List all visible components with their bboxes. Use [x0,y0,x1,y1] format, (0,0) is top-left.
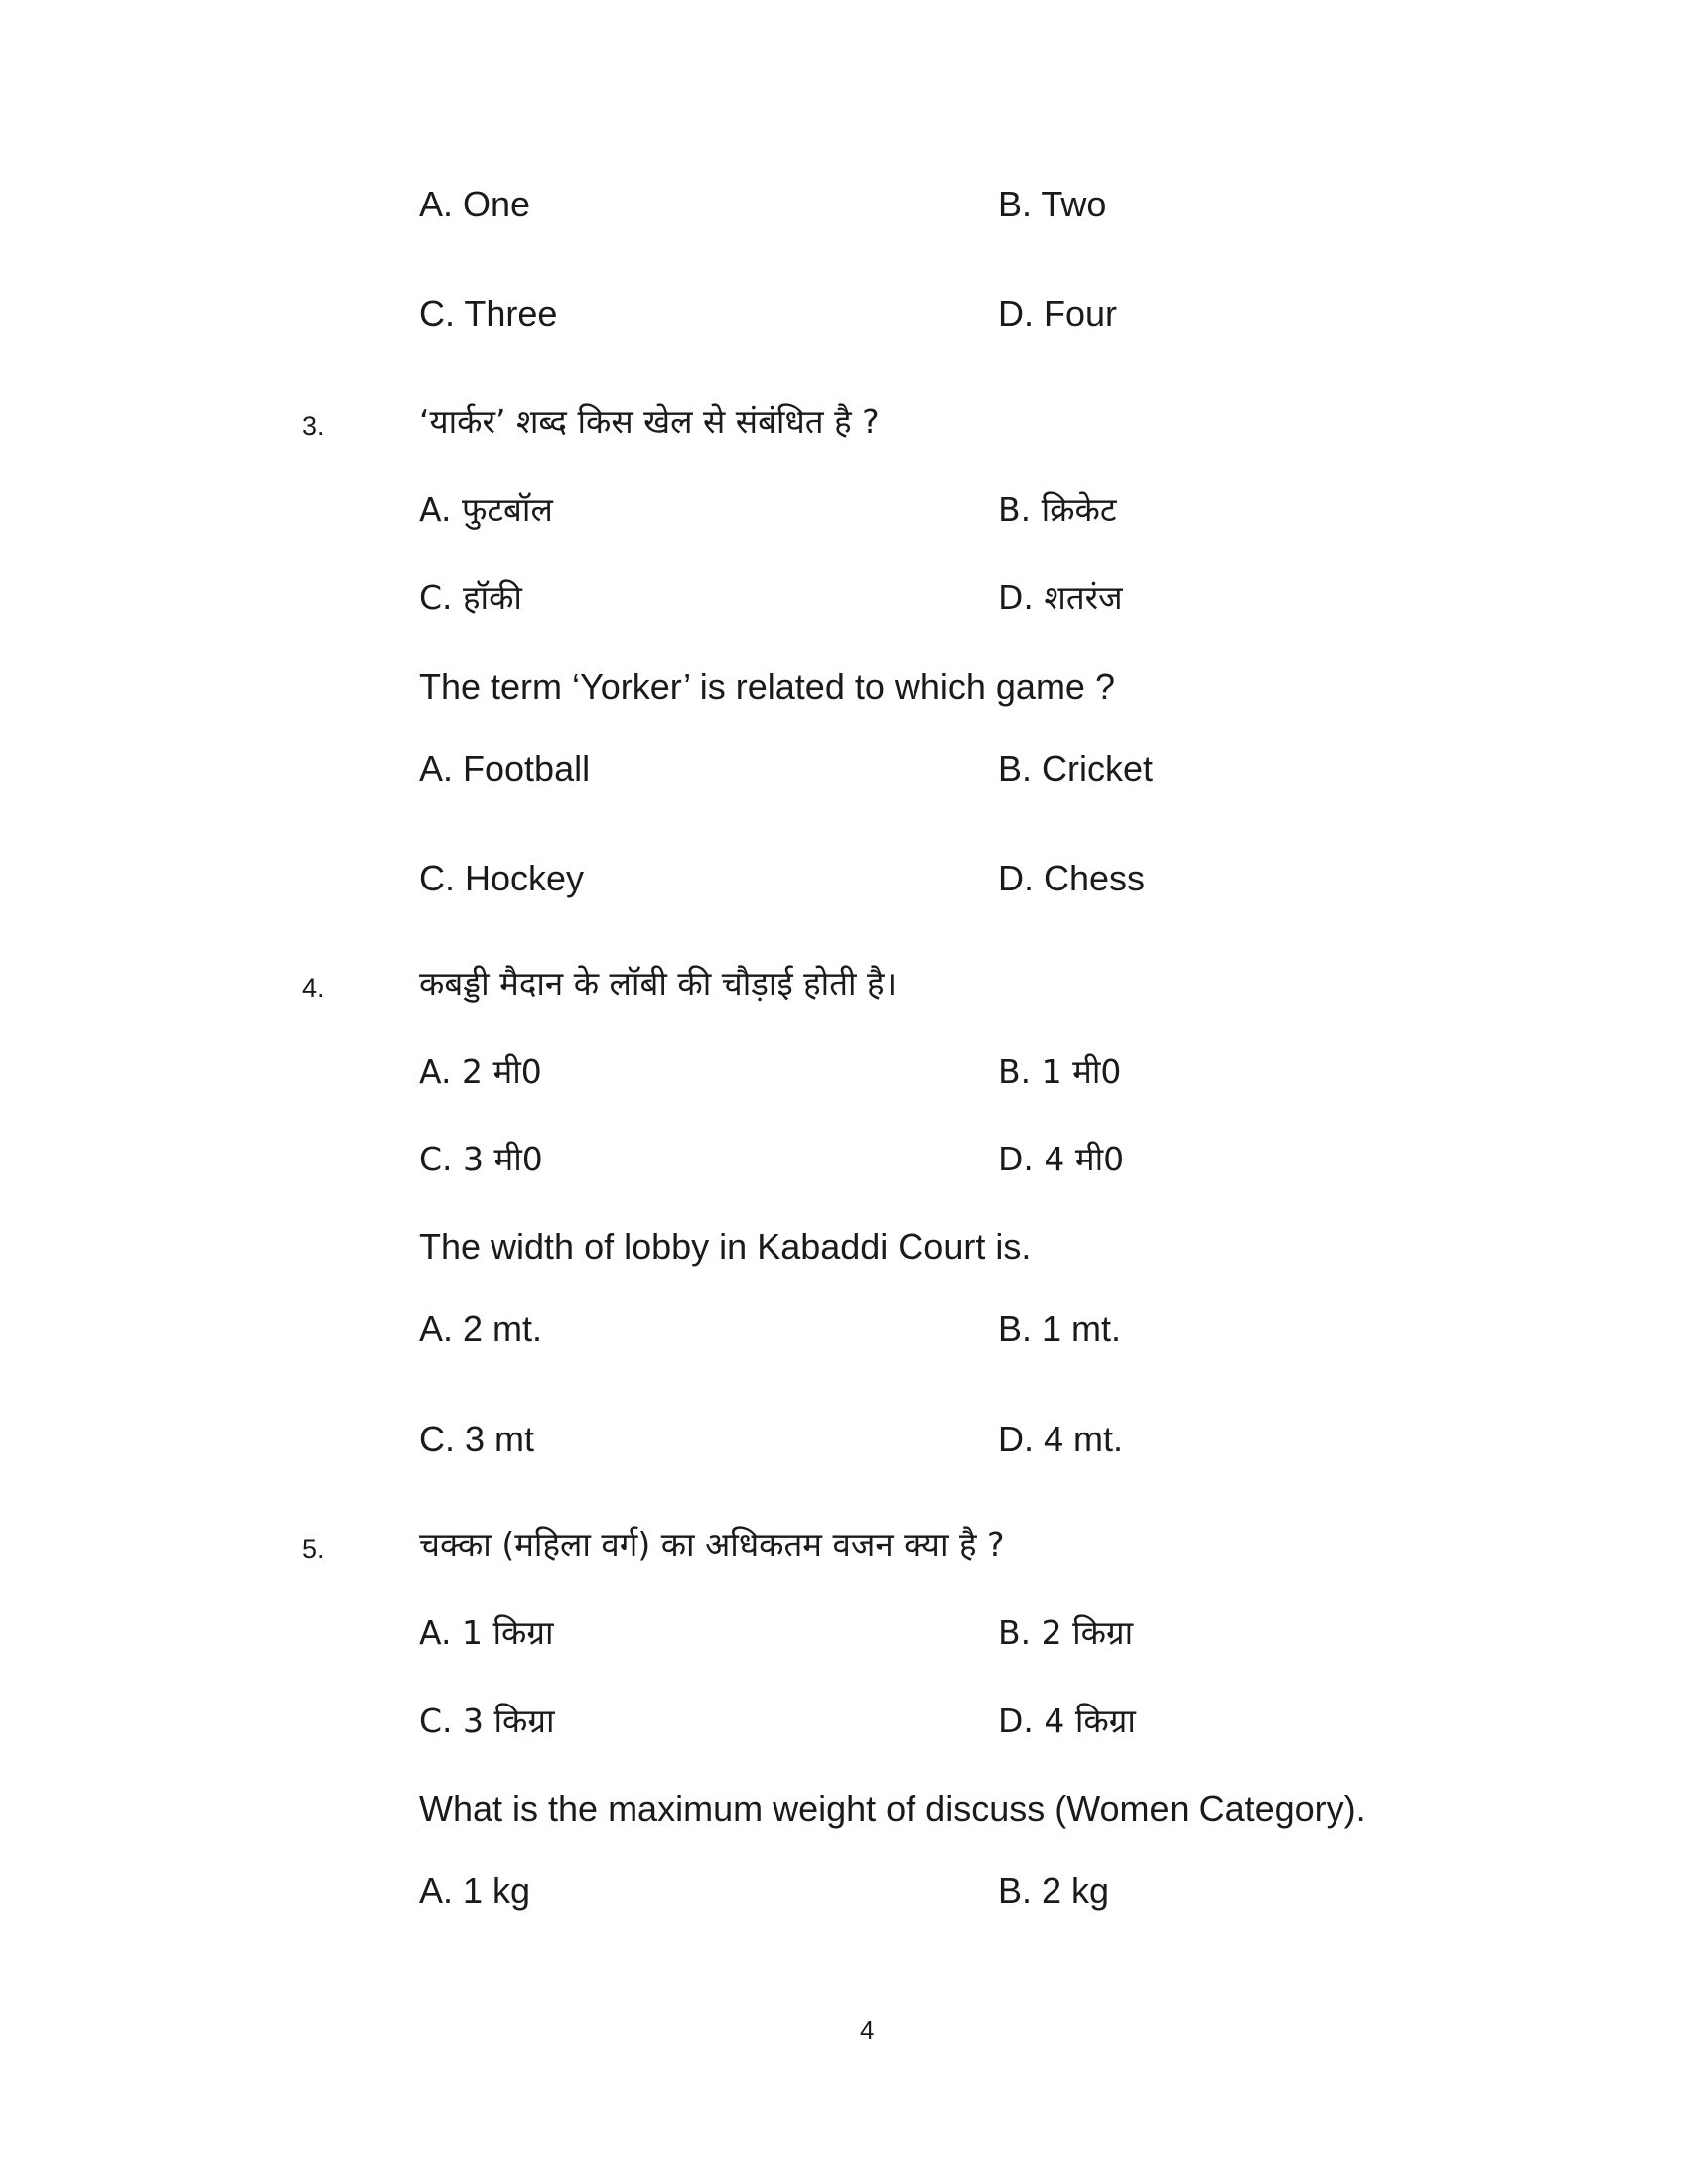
q5-hindi-option-a: A. 1 किग्रा [419,1613,554,1652]
q5-english-option-a: A. 1 kg [419,1870,531,1911]
q4-english-option-d: D. 4 mt. [998,1419,1124,1459]
q3-english-question: The term ‘Yorker’ is related to which game ? [419,666,1115,707]
q4-hindi-option-d: D. 4 मी0 [998,1140,1125,1178]
q3-english-option-a: A. Football [419,749,591,789]
q3-hindi-question: ‘यार्कर’ शब्द किस खेल से संबंधित है ? [419,402,880,441]
q4-hindi-question: कबड्डी मैदान के लॉबी की चौड़ाई होती है। [419,964,898,1003]
q4-number: 4. [302,973,325,1003]
q5-hindi-question: चक्का (महिला वर्ग) का अधिकतम वजन क्या है ? [419,1525,1005,1564]
q5-hindi-option-c: C. 3 किग्रा [419,1702,555,1740]
q3-english-option-c: C. Hockey [419,858,585,898]
q4-hindi-option-b: B. 1 मी0 [998,1052,1122,1091]
q2-option-b: B. Two [998,184,1107,224]
q2-option-d: D. Four [998,293,1118,334]
q3-hindi-option-a: A. फुटबॉल [419,490,553,529]
q3-hindi-option-c: C. हॉकी [419,578,522,616]
q3-hindi-option-d: D. शतरंज [998,578,1123,616]
q3-english-option-b: B. Cricket [998,749,1154,789]
page-number: 4 [860,2015,875,2045]
q5-number: 5. [302,1534,325,1564]
q4-english-option-c: C. 3 mt [419,1419,535,1459]
q5-hindi-option-d: D. 4 किग्रा [998,1702,1136,1740]
q4-hindi-option-c: C. 3 मी0 [419,1140,543,1178]
q5-english-option-b: B. 2 kg [998,1870,1110,1911]
q3-number: 3. [302,411,325,441]
q4-english-option-a: A. 2 mt. [419,1308,543,1349]
q4-english-option-b: B. 1 mt. [998,1308,1122,1349]
q3-hindi-option-b: B. क्रिकेट [998,490,1117,529]
q4-hindi-option-a: A. 2 मी0 [419,1052,542,1091]
q4-english-question: The width of lobby in Kabaddi Court is. [419,1226,1032,1267]
q5-hindi-option-b: B. 2 किग्रा [998,1613,1134,1652]
q3-english-option-d: D. Chess [998,858,1146,898]
q2-option-c: C. Three [419,293,558,334]
q5-english-question: What is the maximum weight of discuss (Women Category). [419,1788,1366,1829]
q2-option-a: A. One [419,184,531,224]
